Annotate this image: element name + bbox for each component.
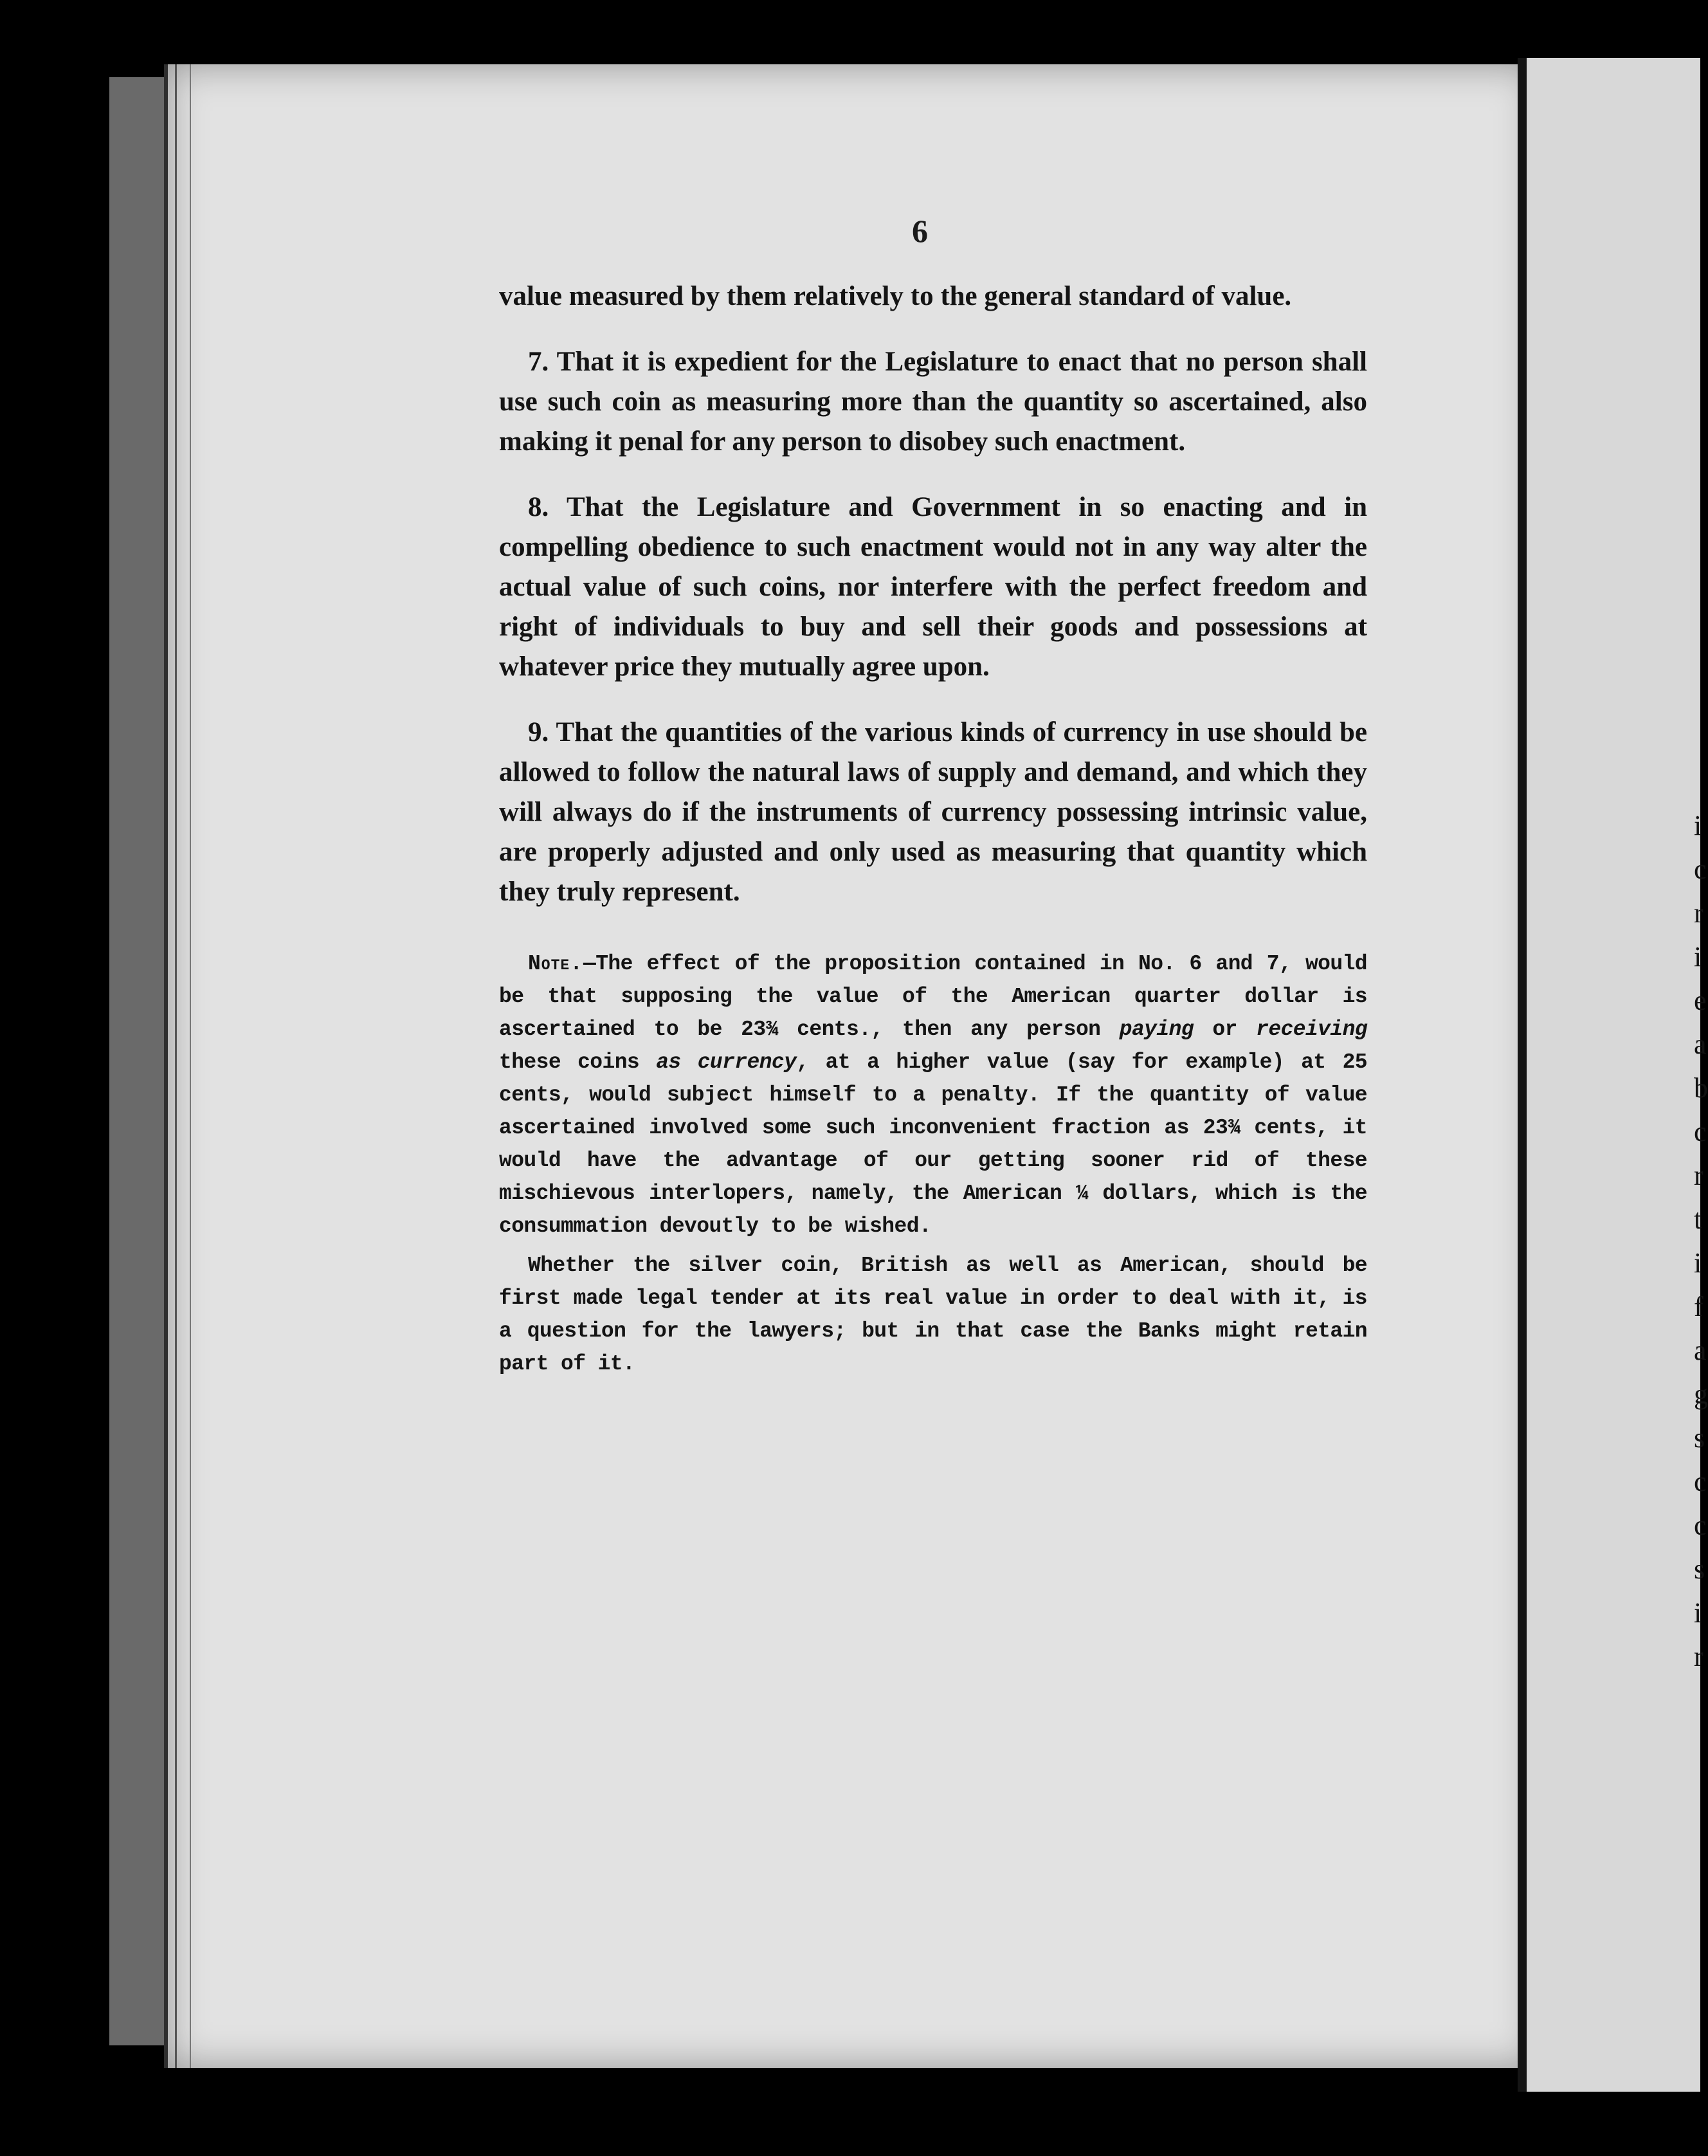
paragraph-7: 7. That it is expedient for the Legislature to enact that no person shall use such coin as measuring more than the quantity so ascertained, also making it penal for any person to disobey such enactment. xyxy=(499,347,1367,457)
facing-page-letter: c xyxy=(1694,854,1707,885)
paragraph-continuation: value measured by them relatively to the general standard of value. xyxy=(499,281,1292,311)
facing-page-letter: c xyxy=(1694,1116,1707,1147)
facing-page-letter: r xyxy=(1694,1641,1703,1672)
paragraph-9: 9. That the quantities of the various kinds of currency in use should be allowed to follow the natural laws of supply and demand, and which they will always do if the instruments of currency possessing intrinsic value, are properly adjusted and only used as measuring that quantity which they truly represent. xyxy=(499,717,1367,907)
facing-page-letter: b xyxy=(1694,1072,1708,1104)
facing-page-letter: s xyxy=(1694,1422,1705,1454)
page-body xyxy=(499,277,1367,1387)
facing-page-letter: f xyxy=(1694,1291,1703,1322)
page-edge-line xyxy=(190,64,191,2068)
facing-page-letter: i xyxy=(1694,1247,1702,1279)
paragraph-8: 8. That the Legislature and Government in so enacting and in compelling obedience to such enactment would not in any way alter the actual value of such coins, nor interfere with the perfect freedom and right of individuals to buy and sell their goods and possessions at whatever price they mutually agree upon. xyxy=(499,492,1367,682)
note-text-1: —The effect of the proposition contained in No. 6 and 7, would be that supposing the value of the American quarter dollar is ascertained to be 23¾ cents., then any person xyxy=(499,952,1367,1041)
page-number: 6 xyxy=(912,213,928,249)
note-as-currency: as currency xyxy=(656,1050,797,1074)
facing-page-letter: i xyxy=(1694,1597,1702,1629)
note-paragraph xyxy=(499,947,1367,1243)
facing-page-letter: a xyxy=(1694,1028,1707,1060)
facing-page-letter: i xyxy=(1694,810,1702,841)
page-edge-line xyxy=(164,64,168,2068)
facing-page-letters xyxy=(1694,804,1708,1679)
facing-page-letter: c xyxy=(1694,1510,1707,1541)
note-second-paragraph: Whether the silver coin, British as well as American, should be first made legal tender at its real value in order to deal with it, is a question for the lawyers; but in that case the Banks might retain part of it. xyxy=(499,1254,1367,1376)
facing-page xyxy=(1527,58,1708,2092)
facing-page-letter: s xyxy=(1694,1553,1705,1585)
note-text-3: , at a higher value (say for example) at 25 cents, would subject himself to a penalty. If the quantity of value ascertained involved some such inconvenient fraction as 23¾ cents, it would have the advantage of our getting sooner rid of these mischievous interlopers, namely, the American ¼ dollars, which is the consummation devoutly to be wished. xyxy=(499,1050,1367,1238)
facing-page-letter: c xyxy=(1694,1466,1707,1497)
facing-page-letter: a xyxy=(1694,1335,1707,1366)
book-spine xyxy=(1518,58,1527,2092)
facing-page-letter: r xyxy=(1694,897,1703,929)
facing-page-letter: r xyxy=(1694,1160,1703,1191)
facing-page-letter: i xyxy=(1694,941,1702,973)
note-paying: paying xyxy=(1119,1018,1194,1041)
note-receiving: receiving xyxy=(1256,1018,1367,1041)
facing-page-letter: t xyxy=(1694,1203,1702,1235)
note-text-2: these coins xyxy=(499,1050,657,1074)
note-or: or xyxy=(1193,1018,1257,1041)
facing-page-letter: g xyxy=(1694,1378,1708,1410)
page-edge-line xyxy=(175,64,177,2068)
note-label: Note. xyxy=(528,952,584,976)
facing-page-letter: e xyxy=(1694,985,1707,1016)
